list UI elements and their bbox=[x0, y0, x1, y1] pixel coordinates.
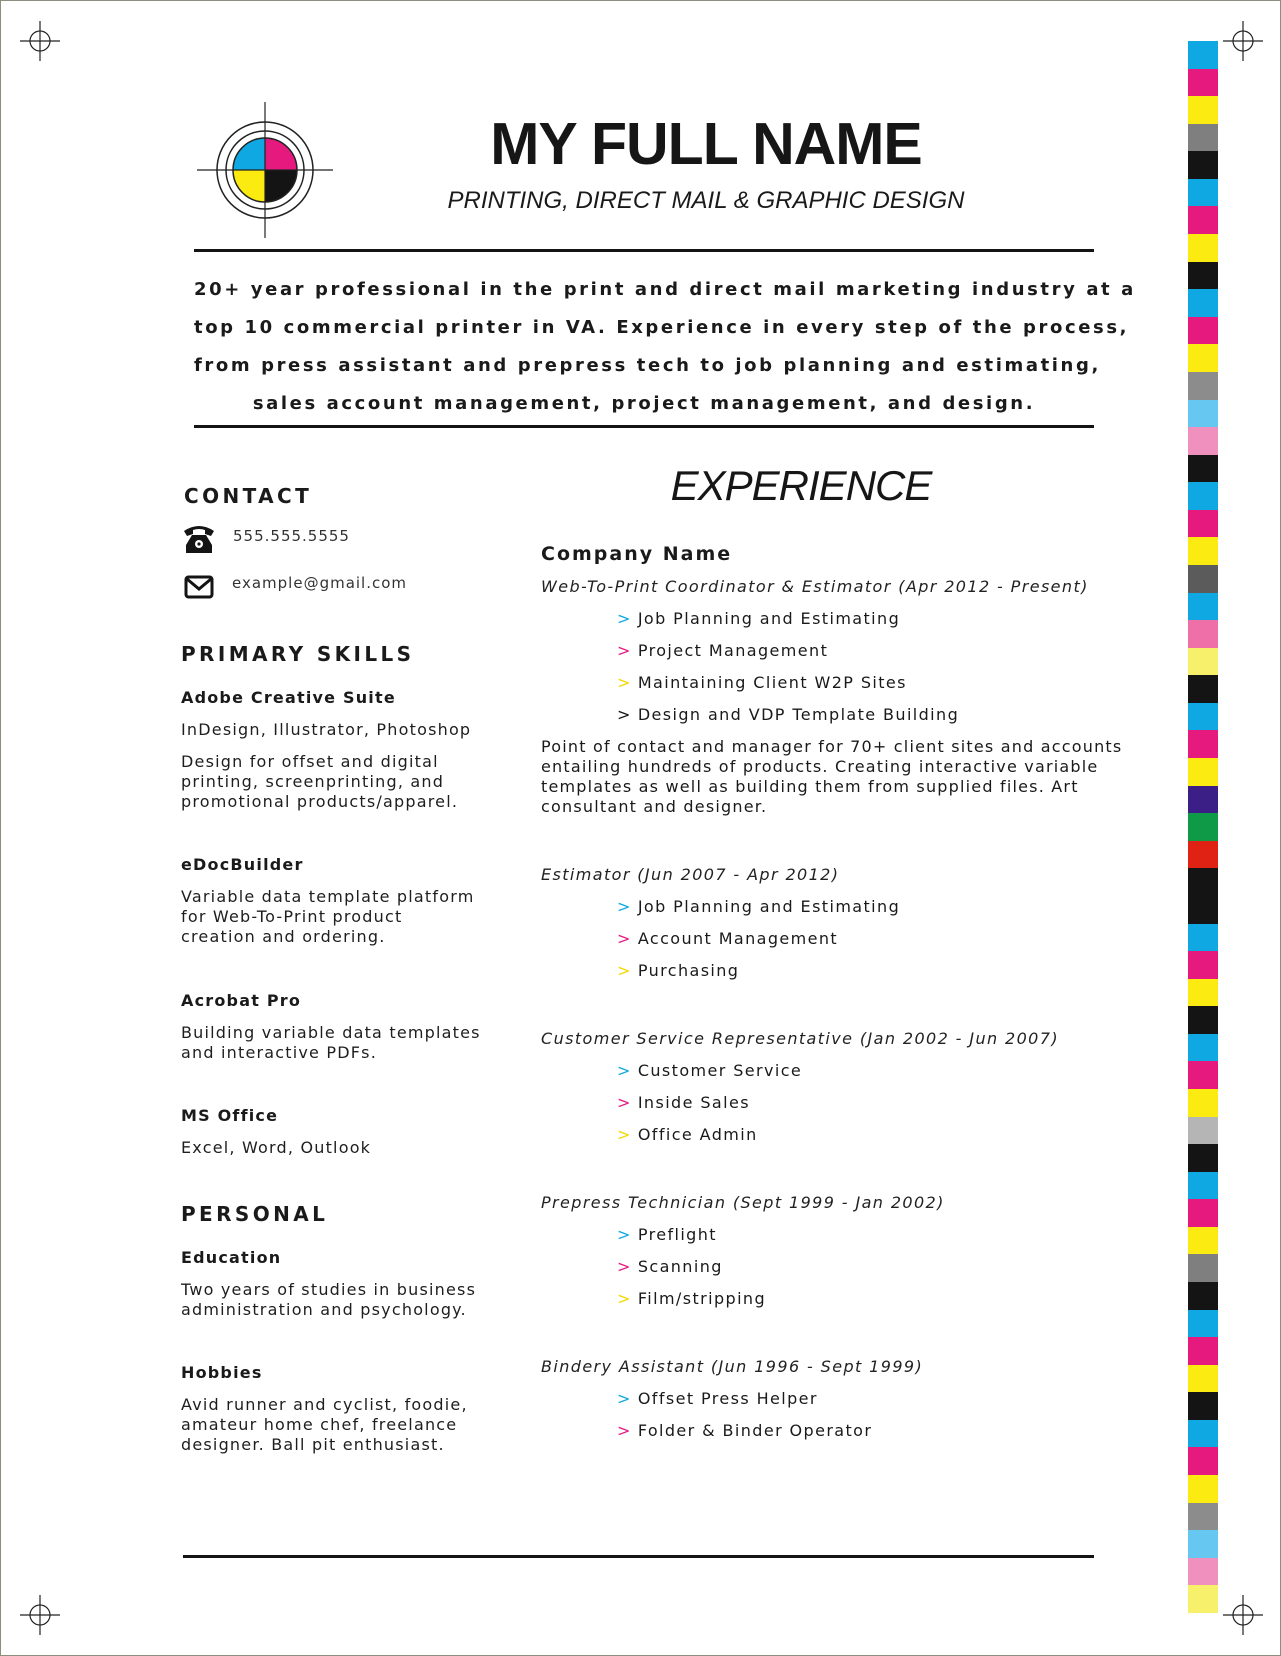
skill-desc: Excel, Word, Outlook bbox=[181, 1138, 372, 1157]
skill-sub: InDesign, Illustrator, Photoshop bbox=[181, 720, 472, 739]
summary-line: sales account management, project management, and design. bbox=[252, 393, 1036, 414]
role-bullet: > Film/stripping bbox=[617, 1289, 767, 1308]
registration-mark-icon bbox=[20, 1595, 60, 1635]
summary-line: from press assistant and prepress tech to job planning and estimating, bbox=[194, 355, 1101, 376]
color-swatch bbox=[1188, 703, 1218, 731]
skills-heading: PRIMARY SKILLS bbox=[181, 642, 415, 666]
role-bullet: > Design and VDP Template Building bbox=[617, 705, 960, 724]
role-bullet: > Job Planning and Estimating bbox=[617, 897, 901, 916]
color-swatch bbox=[1188, 427, 1218, 455]
color-swatch bbox=[1188, 1558, 1218, 1586]
color-swatch bbox=[1188, 1503, 1218, 1531]
color-swatch bbox=[1188, 1034, 1218, 1062]
color-swatch bbox=[1188, 151, 1218, 179]
color-swatch bbox=[1188, 289, 1218, 317]
color-swatch bbox=[1188, 1337, 1218, 1365]
role-title: Bindery Assistant (Jun 1996 - Sept 1999) bbox=[541, 1357, 924, 1376]
color-swatch bbox=[1188, 1199, 1218, 1227]
company-name: Company Name bbox=[541, 543, 733, 565]
role-bullet: > Preflight bbox=[617, 1225, 717, 1244]
color-swatch bbox=[1188, 1006, 1218, 1034]
color-swatch bbox=[1188, 234, 1218, 262]
color-swatch bbox=[1188, 1447, 1218, 1475]
color-swatch bbox=[1188, 262, 1218, 290]
phone-icon bbox=[181, 523, 217, 555]
color-swatch bbox=[1188, 1475, 1218, 1503]
color-swatch bbox=[1188, 510, 1218, 538]
personal-item-desc: Two years of studies in business administration and psychology. bbox=[181, 1280, 477, 1319]
role-bullet: > Inside Sales bbox=[617, 1093, 750, 1112]
role-bullet: > Job Planning and Estimating bbox=[617, 609, 901, 628]
role-bullet: > Scanning bbox=[617, 1257, 723, 1276]
phone-number[interactable]: 555.555.5555 bbox=[233, 527, 350, 545]
skill-name: eDocBuilder bbox=[181, 855, 304, 874]
summary bbox=[194, 271, 1136, 423]
color-swatch bbox=[1188, 1310, 1218, 1338]
role-bullet: > Folder & Binder Operator bbox=[617, 1421, 873, 1440]
registration-mark-icon bbox=[20, 21, 60, 61]
color-swatch bbox=[1188, 1172, 1218, 1200]
summary-line: top 10 commercial printer in VA. Experience in every step of the process, bbox=[194, 317, 1130, 338]
personal-item-desc: Avid runner and cyclist, foodie, amateur home chef, freelance designer. Ball pit enthusiast. bbox=[181, 1395, 468, 1454]
role-bullet: > Maintaining Client W2P Sites bbox=[617, 673, 907, 692]
color-swatch bbox=[1188, 979, 1218, 1007]
skill-desc: Design for offset and digital printing, screenprinting, and promotional products/apparel. bbox=[181, 752, 459, 811]
color-swatch bbox=[1188, 924, 1218, 952]
color-swatch bbox=[1188, 730, 1218, 758]
color-swatch bbox=[1188, 96, 1218, 124]
divider bbox=[194, 425, 1094, 428]
personal-item-name: Education bbox=[181, 1248, 282, 1267]
color-swatch bbox=[1188, 896, 1218, 924]
role-bullet: > Project Management bbox=[617, 641, 829, 660]
skill-name: Acrobat Pro bbox=[181, 991, 302, 1010]
personal-item-name: Hobbies bbox=[181, 1363, 263, 1382]
summary-line: 20+ year professional in the print and direct mail marketing industry at a bbox=[194, 279, 1136, 300]
color-swatch bbox=[1188, 951, 1218, 979]
color-swatch bbox=[1188, 124, 1218, 152]
divider bbox=[183, 1555, 1094, 1558]
registration-mark-icon bbox=[1223, 1595, 1263, 1635]
role-bullet: > Customer Service bbox=[617, 1061, 803, 1080]
color-swatch bbox=[1188, 648, 1218, 676]
role-title: Prepress Technician (Sept 1999 - Jan 2002) bbox=[541, 1193, 945, 1212]
color-swatch bbox=[1188, 813, 1218, 841]
experience-heading: EXPERIENCE bbox=[670, 462, 932, 509]
color-swatch bbox=[1188, 317, 1218, 345]
full-name: MY FULL NAME bbox=[490, 111, 922, 177]
color-swatch bbox=[1188, 69, 1218, 97]
color-swatch bbox=[1188, 841, 1218, 869]
color-swatch bbox=[1188, 41, 1218, 69]
color-swatch bbox=[1188, 179, 1218, 207]
personal-heading: PERSONAL bbox=[181, 1202, 329, 1226]
color-swatch bbox=[1188, 482, 1218, 510]
contact-heading: CONTACT bbox=[184, 484, 313, 508]
color-swatch bbox=[1188, 537, 1218, 565]
color-swatch bbox=[1188, 1089, 1218, 1117]
role-bullet: > Purchasing bbox=[617, 961, 740, 980]
email-address[interactable]: example@gmail.com bbox=[232, 574, 408, 592]
color-swatch bbox=[1188, 344, 1218, 372]
color-swatch bbox=[1188, 675, 1218, 703]
color-swatch bbox=[1188, 593, 1218, 621]
role-bullet: > Account Management bbox=[617, 929, 839, 948]
color-swatch bbox=[1188, 1061, 1218, 1089]
color-swatch bbox=[1188, 206, 1218, 234]
skill-name: Adobe Creative Suite bbox=[181, 688, 396, 707]
color-swatch bbox=[1188, 455, 1218, 483]
color-swatch bbox=[1188, 758, 1218, 786]
role-bullet: > Offset Press Helper bbox=[617, 1389, 818, 1408]
color-swatch bbox=[1188, 1144, 1218, 1172]
role-bullet: > Office Admin bbox=[617, 1125, 758, 1144]
color-swatch bbox=[1188, 400, 1218, 428]
role-title: Customer Service Representative (Jan 2002 - Jun 2007) bbox=[541, 1029, 1059, 1048]
color-bar bbox=[1188, 41, 1218, 1613]
registration-mark-icon bbox=[1223, 21, 1263, 61]
divider bbox=[194, 249, 1094, 252]
role-title: Estimator (Jun 2007 - Apr 2012) bbox=[541, 865, 840, 884]
color-swatch bbox=[1188, 786, 1218, 814]
color-swatch bbox=[1188, 1254, 1218, 1282]
cmyk-target-logo-icon bbox=[197, 102, 333, 238]
color-swatch bbox=[1188, 1282, 1218, 1310]
color-swatch bbox=[1188, 1365, 1218, 1393]
color-swatch bbox=[1188, 1392, 1218, 1420]
color-swatch bbox=[1188, 565, 1218, 593]
color-swatch bbox=[1188, 1420, 1218, 1448]
envelope-icon bbox=[184, 575, 214, 599]
color-swatch bbox=[1188, 1227, 1218, 1255]
color-swatch bbox=[1188, 1585, 1218, 1613]
skill-desc: Building variable data templates and interactive PDFs. bbox=[181, 1023, 481, 1062]
skill-desc: Variable data template platform for Web-To-Print product creation and ordering. bbox=[181, 887, 475, 946]
color-swatch bbox=[1188, 868, 1218, 896]
color-swatch bbox=[1188, 372, 1218, 400]
color-swatch bbox=[1188, 620, 1218, 648]
color-swatch bbox=[1188, 1530, 1218, 1558]
role-description: Point of contact and manager for 70+ client sites and accounts entailing hundreds of products. Creating interactive variable templates as well as building them from supplied files. Art consultant and designer. bbox=[541, 737, 1123, 816]
role-title: Web-To-Print Coordinator & Estimator (Apr 2012 - Present) bbox=[541, 577, 1089, 596]
skill-name: MS Office bbox=[181, 1106, 279, 1125]
tagline: PRINTING, DIRECT MAIL & GRAPHIC DESIGN bbox=[447, 187, 965, 214]
color-swatch bbox=[1188, 1117, 1218, 1145]
